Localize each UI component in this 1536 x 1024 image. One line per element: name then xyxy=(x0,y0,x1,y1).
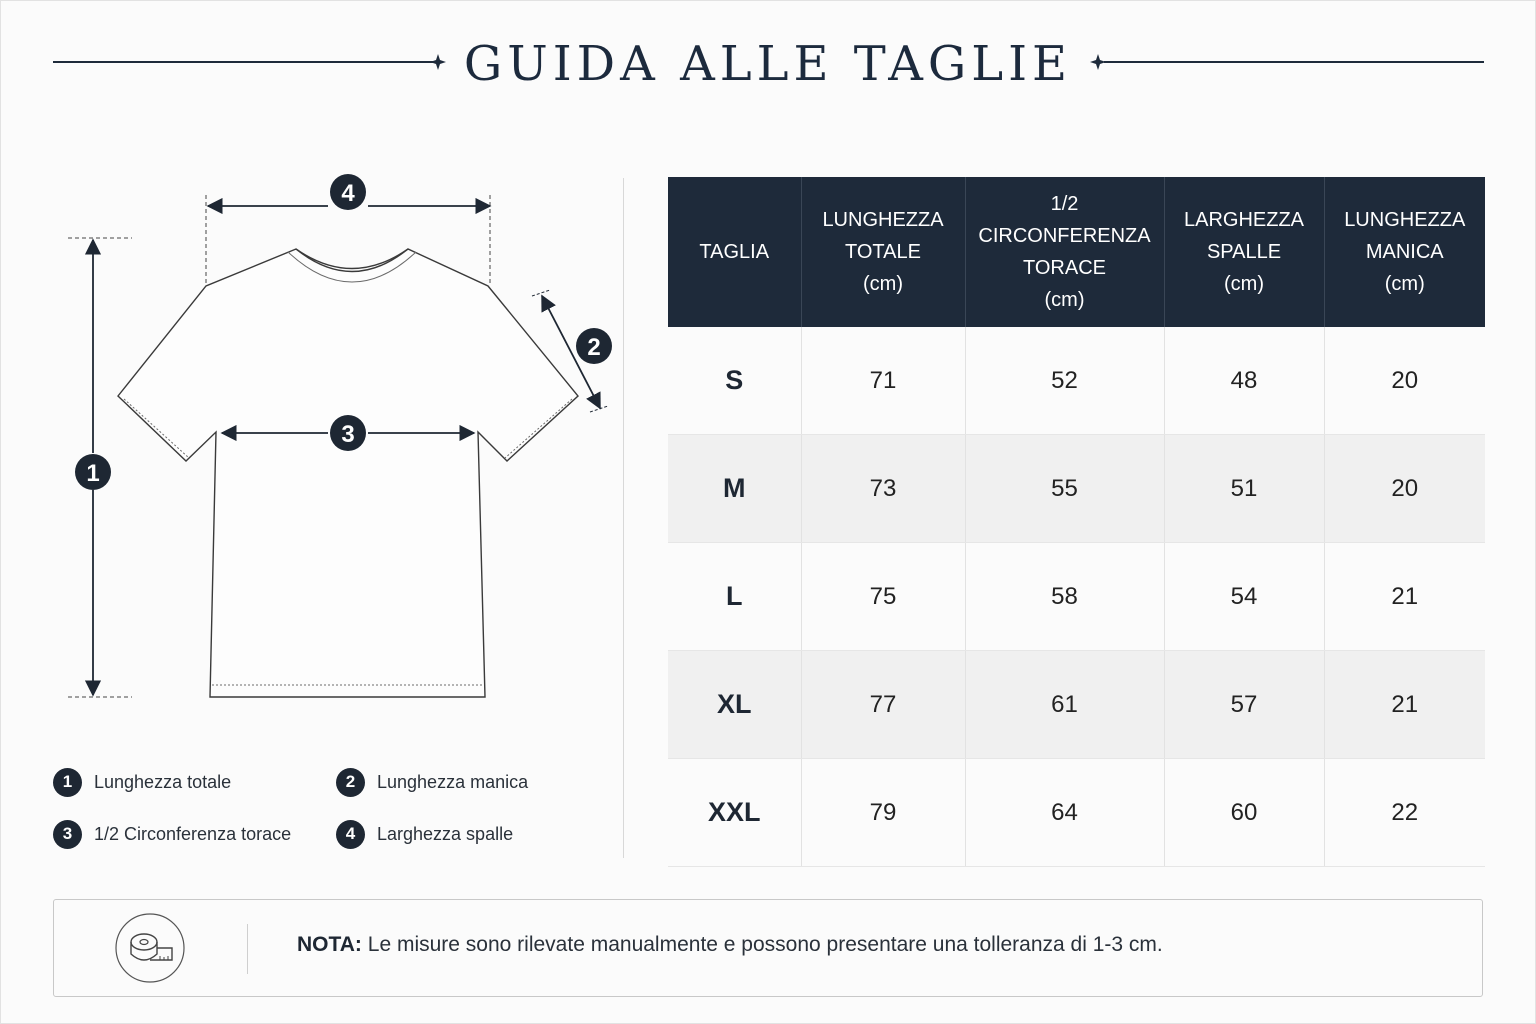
table-cell: 21 xyxy=(1324,543,1485,651)
table-row xyxy=(668,543,1485,651)
header-larghezza-spalle: LARGHEZZA SPALLE (cm) xyxy=(1164,177,1324,327)
column-divider xyxy=(623,178,624,858)
table-cell: 20 xyxy=(1324,435,1485,543)
legend-number: 3 xyxy=(53,820,82,849)
legend-label: 1/2 Circonferenza torace xyxy=(94,823,292,844)
table-cell: 52 xyxy=(965,327,1164,435)
svg-text:4: 4 xyxy=(341,180,355,207)
svg-text:3: 3 xyxy=(341,421,355,448)
legend-label: Lunghezza totale xyxy=(94,771,232,792)
marker-2 xyxy=(576,328,612,364)
table-cell: 60 xyxy=(1164,759,1324,867)
table-row xyxy=(668,759,1485,867)
measuring-tape-icon xyxy=(114,912,186,984)
svg-text:2: 2 xyxy=(587,334,601,361)
table-row xyxy=(668,435,1485,543)
table-cell: 71 xyxy=(801,327,965,435)
table-cell: 55 xyxy=(965,435,1164,543)
size-cell: XXL xyxy=(668,759,801,867)
title-header xyxy=(0,28,1536,98)
header-lunghezza-manica: LUNGHEZZA MANICA (cm) xyxy=(1324,177,1485,327)
note-box xyxy=(53,899,1483,997)
table-cell: 75 xyxy=(801,543,965,651)
table-cell: 79 xyxy=(801,759,965,867)
table-cell: 51 xyxy=(1164,435,1324,543)
size-cell: M xyxy=(668,435,801,543)
table-cell: 77 xyxy=(801,651,965,759)
table-cell: 22 xyxy=(1324,759,1485,867)
marker-3 xyxy=(330,415,366,451)
table-cell: 20 xyxy=(1324,327,1485,435)
size-cell: XL xyxy=(668,651,801,759)
legend-number: 1 xyxy=(53,768,82,797)
tshirt-diagram xyxy=(0,160,620,730)
legend-label: Larghezza spalle xyxy=(377,823,514,844)
legend-item xyxy=(336,819,513,849)
legend-item xyxy=(53,767,231,797)
table-header-row xyxy=(668,177,1485,327)
size-cell: L xyxy=(668,543,801,651)
marker-1 xyxy=(75,454,111,490)
table-cell: 64 xyxy=(965,759,1164,867)
table-cell: 57 xyxy=(1164,651,1324,759)
header-lunghezza-totale: LUNGHEZZA TOTALE (cm) xyxy=(801,177,965,327)
legend-label: Lunghezza manica xyxy=(377,771,529,792)
table-cell: 58 xyxy=(965,543,1164,651)
size-table xyxy=(668,177,1485,867)
marker-4 xyxy=(330,174,366,210)
table-cell: 61 xyxy=(965,651,1164,759)
legend-item xyxy=(53,819,291,849)
legend-number: 4 xyxy=(336,820,365,849)
header-taglia: TAGLIA xyxy=(668,177,801,327)
table-cell: 21 xyxy=(1324,651,1485,759)
size-cell: S xyxy=(668,327,801,435)
title-rule-right xyxy=(1104,61,1484,63)
header-circonferenza-torace: 1/2 CIRCONFERENZA TORACE (cm) xyxy=(965,177,1164,327)
table-row xyxy=(668,651,1485,759)
note-text: NOTA: Le misure sono rilevate manualmente e possono presentare una tolleranza di 1-3 cm. xyxy=(297,933,1163,956)
legend-item xyxy=(336,767,528,797)
table-cell: 73 xyxy=(801,435,965,543)
note-divider xyxy=(247,924,248,974)
table-cell: 54 xyxy=(1164,543,1324,651)
svg-text:1: 1 xyxy=(86,460,100,487)
tshirt-outline xyxy=(118,249,578,697)
table-cell: 48 xyxy=(1164,327,1324,435)
page-title: GUIDA ALLE TAGLIE xyxy=(463,36,1073,92)
legend-number: 2 xyxy=(336,768,365,797)
table-row xyxy=(668,327,1485,435)
